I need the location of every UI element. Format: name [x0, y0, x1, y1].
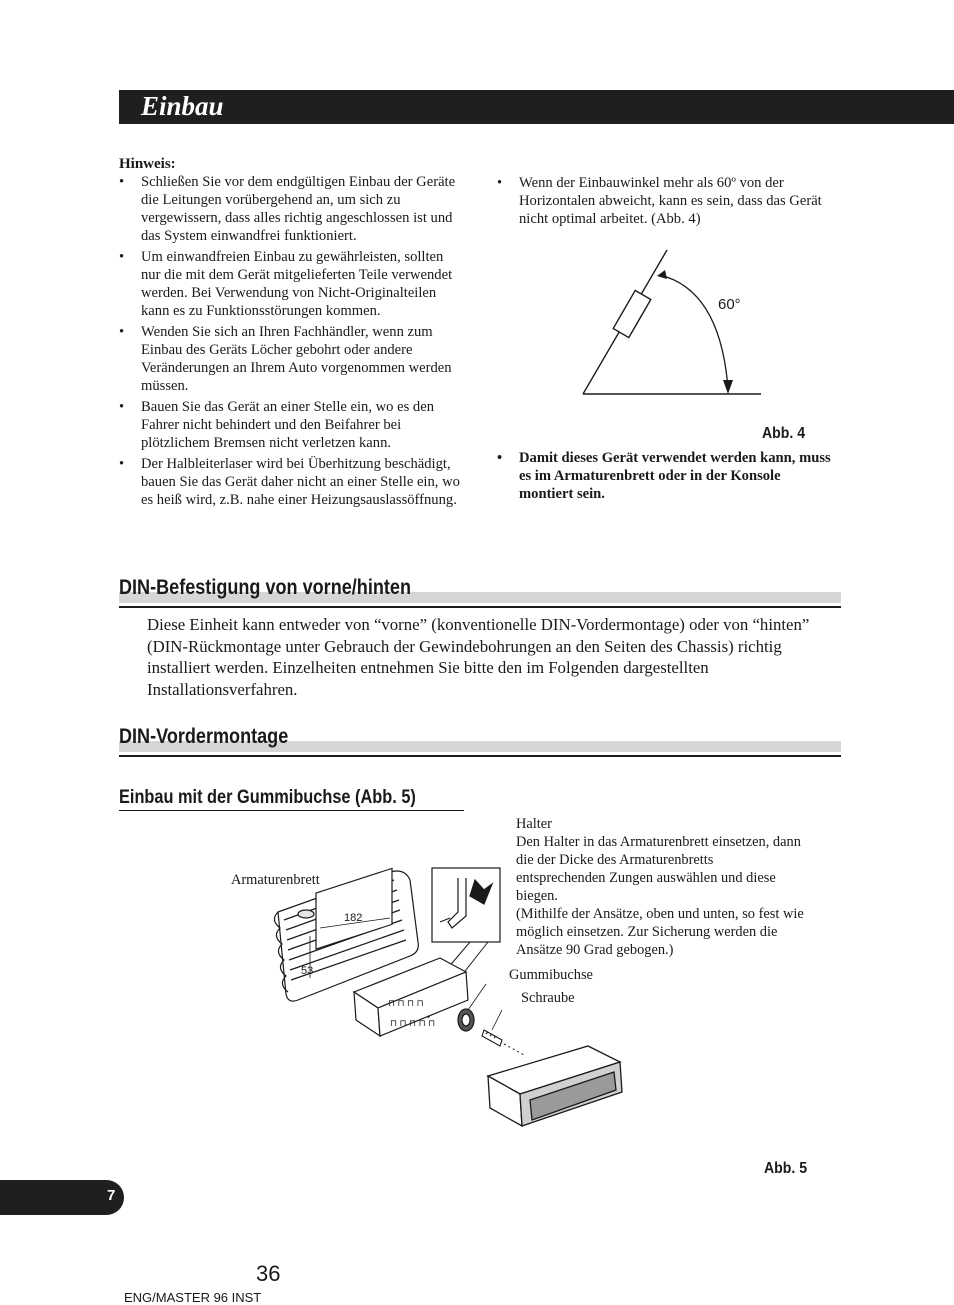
angle-arc: [660, 275, 728, 388]
head-unit: [488, 1046, 622, 1126]
angle-figure: [570, 240, 780, 410]
list-item: • Wenden Sie sich an Ihren Fachhändler, wenn zum Einbau des Geräts Löcher gebohrt oder andere Veränderungen an Ihrem Auto vorgenommen werden müssen.: [119, 323, 464, 395]
label-bushing: Gummibuchse: [509, 967, 593, 983]
figure-caption: Abb. 4: [762, 425, 806, 442]
header-bar: [119, 90, 954, 124]
section-heading-text: DIN-Befestigung von vorne/hinten: [119, 576, 411, 599]
list-item: • Um einwandfreien Einbau zu gewährleisten, sollten nur die mit dem Gerät mitgelieferten Teile verwendet werden. Bei Verwendung von Nicht-Originalteilen kann es zu Funktionsstörungen kommen.: [119, 248, 464, 320]
section-heading: [119, 727, 841, 757]
angle-label: 60°: [718, 296, 741, 313]
right-column-top: [497, 174, 827, 231]
left-column: [119, 155, 464, 512]
holder-detail-inset: [432, 868, 500, 942]
rubber-bushing: [458, 1009, 474, 1031]
svg-text:⊓ ⊓ ⊓ ⊓: ⊓ ⊓ ⊓ ⊓: [388, 998, 424, 1008]
page-number: 36: [256, 1261, 281, 1286]
section-heading: [119, 578, 841, 608]
unit-rectangle: [613, 290, 651, 337]
arrowhead-icon: [723, 380, 733, 394]
section-heading-text: DIN-Vordermontage: [119, 725, 289, 748]
installation-figure: [270, 860, 630, 1130]
section-body: Diese Einheit kann entweder von “vorne” (konventionelle DIN-Vordermontage) oder von “hinten” (DIN-Rückmontage unter Gebrauch der Gewindebohrungen an den Seiten des Chassis) richtig installiert werden. Einzelheiten entnehmen Sie bitte den im Folgenden dargestellten Installationsverfahren.: [147, 615, 810, 699]
tab-number: 7: [107, 1187, 116, 1204]
label-holder: Halter Den Halter in das Armaturenbrett einsetzen, dann die der Dicke des Armaturenbretts entsprechenden Zungen auswählen und diese biegen. (Mithilfe der Ansätze, oben und unten, so fest wie möglich einsetzen. Zur Sicherung werden die Ansätze 90 Grad gebogen.): [516, 816, 804, 958]
list-item: • Wenn der Einbauwinkel mehr als 60º von der Horizontalen abweicht, kann es sein, dass das Gerät nicht optimal arbeitet. (Abb. 4): [497, 174, 827, 228]
list-item: • Der Halbleiterlaser wird bei Überhitzung beschädigt, bauen Sie das Gerät daher nicht an einer Stelle ein, wo es heiß wird, z.B. nahe einer Heizungsauslassöffnung.: [119, 455, 464, 509]
right-column-note: [497, 449, 832, 506]
svg-text:⊓ ⊓ ⊓ ⊓ ⊓: ⊓ ⊓ ⊓ ⊓ ⊓: [390, 1018, 436, 1028]
label-dashboard: Armaturenbrett: [231, 872, 320, 888]
page-tab: [0, 1180, 124, 1215]
dimension-height: 53: [301, 965, 314, 977]
label-screw: Schraube: [521, 990, 575, 1006]
subheading: Einbau mit der Gummibuchse (Abb. 5): [119, 786, 464, 811]
list-item: • Bauen Sie das Gerät an einer Stelle ein, wo es den Fahrer nicht behindert und den Beifahrer bei plötzlichem Bremsen nicht verletzen kann.: [119, 398, 464, 452]
list-item: • Damit dieses Gerät verwendet werden kann, muss es im Armaturenbrett oder in der Konsole montiert sein.: [497, 449, 832, 503]
dimension-width: 182: [344, 912, 363, 924]
hinweis-label: Hinweis:: [119, 156, 176, 172]
document-code: ENG/MASTER 96 INST: [124, 1290, 262, 1305]
arrowhead-icon: [657, 270, 667, 279]
page-title: Einbau: [141, 91, 224, 121]
list-item: • Schließen Sie vor dem endgültigen Einbau der Geräte die Leitungen vorübergehend an, um sich zu vergewissern, dass alles richtig angeschlossen ist und das System einwandfrei funktioniert.: [119, 173, 464, 245]
figure-caption: Abb. 5: [764, 1160, 808, 1177]
hinweis-list: [119, 173, 464, 509]
screw: [482, 1030, 502, 1046]
